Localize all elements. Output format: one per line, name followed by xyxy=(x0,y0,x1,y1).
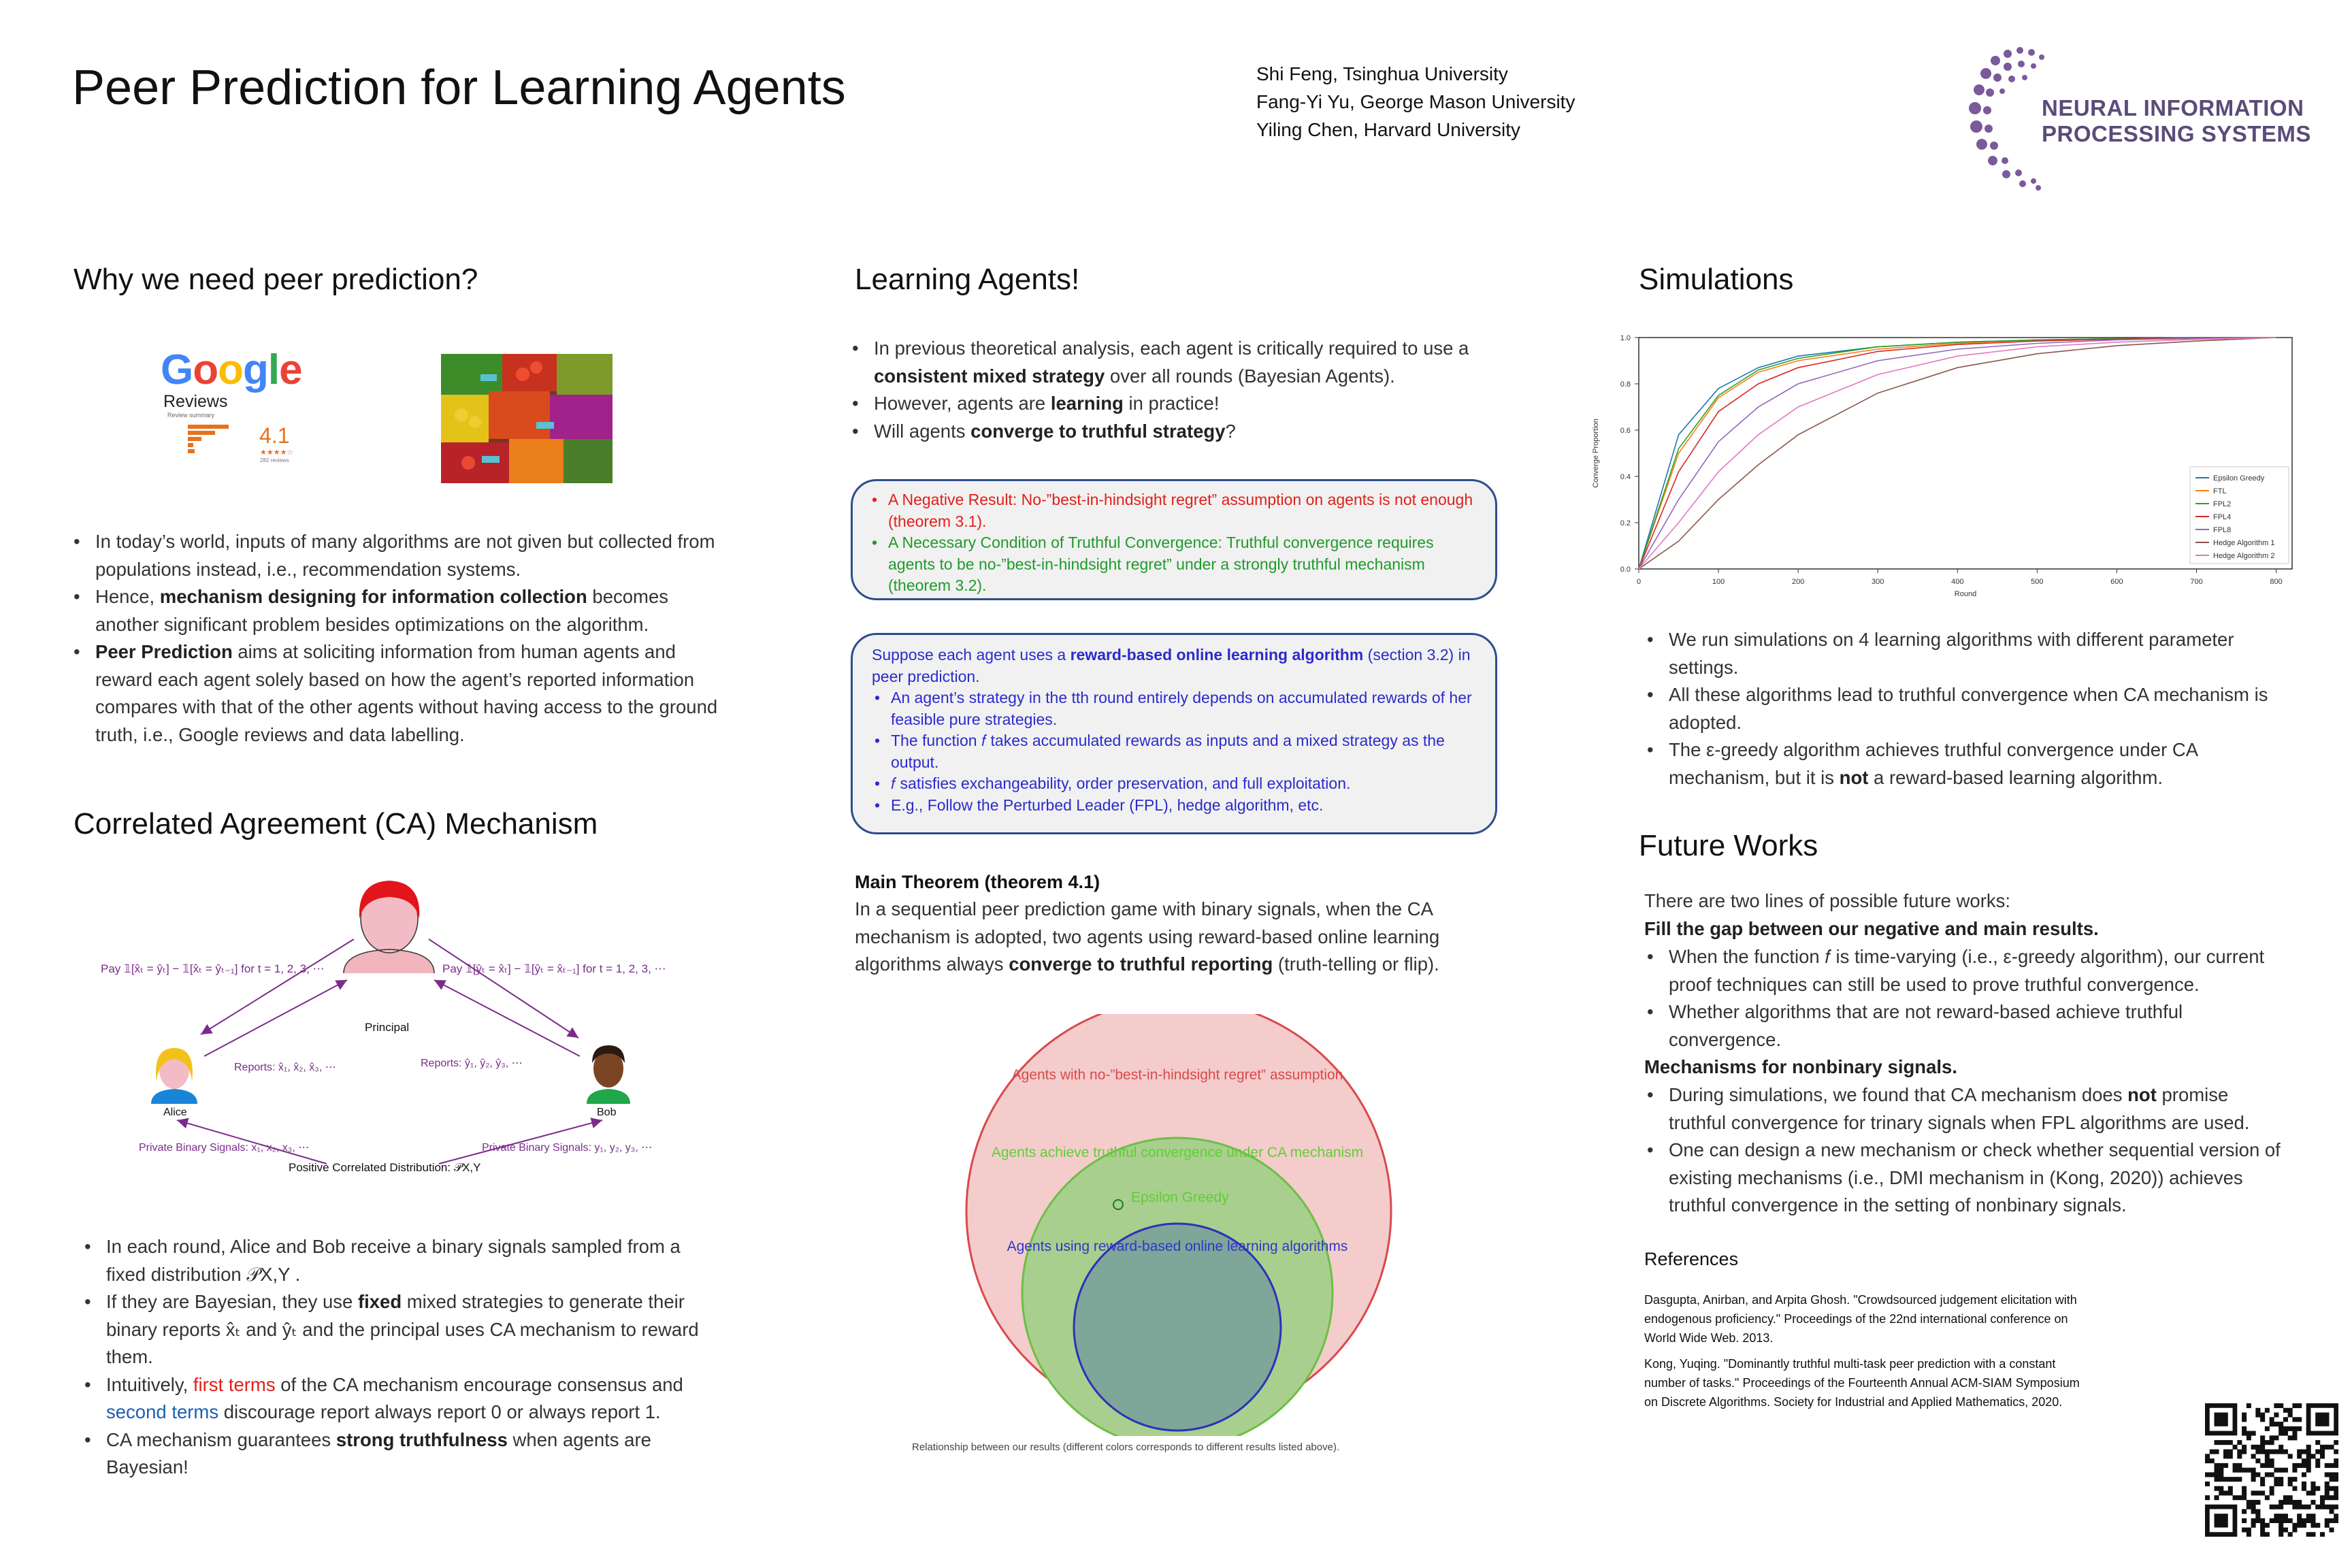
theorem-bold: converge to truthful reporting xyxy=(1009,953,1273,975)
future-works-subheading-1: Fill the gap between our negative and main results. xyxy=(1644,918,2099,939)
reference-2: Kong, Yuqing. "Dominantly truthful multi-task peer prediction with a constant number of tasks." Proceedings of the Fourteenth Annual ACM-SIAM Symposium on Discrete Algorithms. Society for Industrial and Applied Mathematics, 2020. xyxy=(1644,1357,2080,1409)
bullet-item xyxy=(71,528,724,583)
bullet-item xyxy=(82,1371,721,1426)
box-bullet: • E.g., Follow the Perturbed Leader (FPL), hedge algorithm, etc. xyxy=(872,795,1476,817)
bullet-text: In previous theoretical analysis, each agent is critically required to use a xyxy=(874,338,1469,359)
theorem-text: (truth-telling or flip). xyxy=(1273,953,1439,975)
bob-reports: Reports: ŷ₁, ŷ₂, ŷ₃, ⋯ xyxy=(421,1058,523,1069)
box-intro-text: Suppose each agent uses a xyxy=(872,646,1071,664)
bullet-text: Hence, xyxy=(95,586,160,607)
heading-ca-mechanism: Correlated Agreement (CA) Mechanism xyxy=(74,807,598,840)
x-tick-label: 500 xyxy=(2031,578,2044,586)
bullet-bold-text: not xyxy=(2127,1084,2157,1105)
pay-alice-formula: Pay 𝟙[x̂ₜ = ŷₜ] − 𝟙[x̂ₜ = ŷₜ₋₁] for t = 1, 2, 3, ⋯ xyxy=(101,962,325,975)
y-tick-label: 0.4 xyxy=(1620,473,1631,481)
x-axis-label: Round xyxy=(1954,590,1977,598)
bullet-item: • One can design a new mechanism or check whether sequential version of existing mechanisms (i.e., DMI mechanism in (Kong, 2020)) achieves truthful convergence in the setting of nonbinary signals. xyxy=(1644,1137,2284,1220)
bullet-text: CA mechanism guarantees xyxy=(106,1428,336,1450)
bullet-bold-text: not xyxy=(1839,766,1869,788)
bullet-bold-text: Peer Prediction xyxy=(95,641,233,662)
logo-line-2: PROCESSING SYSTEMS xyxy=(2042,121,2311,146)
epsilon-greedy-point xyxy=(1113,1200,1123,1209)
pay-bob-formula: Pay 𝟙[ŷₜ = x̂ₜ] − 𝟙[ŷₜ = x̂ₜ₋₁] for t = 1, 2, 3, ⋯ xyxy=(442,962,666,975)
bob-private-signals: Private Binary Signals: y₁, y₂, y₃, ⋯ xyxy=(482,1142,653,1154)
bullet-text: mixed strategies to generate their binary reports x̂ₜ and ŷₜ and the principal uses CA mechanism to reward them. xyxy=(106,1291,699,1367)
future-works-bullets-1 xyxy=(1644,943,2284,1054)
author-3: Yiling Chen, Harvard University xyxy=(1256,119,1520,140)
correlated-distribution-label: Positive Correlated Distribution: 𝒫X,Y xyxy=(289,1161,481,1174)
box-bullet: • An agent’s strategy in the tth round entirely depends on accumulated rewards of her feasible pure strategies. xyxy=(872,687,1476,730)
x-tick-label: 600 xyxy=(2110,578,2123,586)
venn-red-label: Agents with no-”best-in-hindsight regret” assumption xyxy=(1011,1067,1343,1083)
box-intro-bold: reward-based online learning algorithm xyxy=(1070,646,1364,664)
review-summary-label: Review summary xyxy=(167,412,215,419)
bullet-bold-text: consistent mixed strategy xyxy=(874,365,1105,387)
google-reviews-label: Reviews xyxy=(163,392,228,411)
alice-private-signals: Private Binary Signals: x₁, x₂, x₃, ⋯ xyxy=(139,1142,310,1154)
bullet-text: However, agents are xyxy=(874,393,1051,414)
y-tick-label: 0.0 xyxy=(1620,566,1631,574)
alice-avatar xyxy=(151,1048,197,1104)
bullet-item xyxy=(1644,736,2284,791)
poster-title: Peer Prediction for Learning Agents xyxy=(72,61,846,115)
x-tick-label: 400 xyxy=(1951,578,1964,586)
simulation-chart xyxy=(1586,324,2307,603)
bullet-text: aims at soliciting information from human agents and reward each agent solely based on how the agent’s reported information compares with that of the other agents without having access to the ground truth, i.e., Google reviews and data labelling. xyxy=(95,641,718,745)
y-tick-label: 1.0 xyxy=(1620,334,1631,342)
venn-point-label: Epsilon Greedy xyxy=(1131,1190,1229,1205)
negative-result-text: • A Negative Result: No-”best-in-hindsight regret” assumption on agents is not enough (theorem 3.1). xyxy=(869,489,1476,532)
bullet-bold-text: converge to truthful strategy xyxy=(970,420,1226,442)
series-line xyxy=(1639,338,2276,569)
heading-learning-agents: Learning Agents! xyxy=(855,263,1080,296)
second-terms-text: second terms xyxy=(106,1401,219,1422)
bullet-text: in practice! xyxy=(1123,393,1220,414)
bullet-item xyxy=(82,1426,721,1482)
theorem-text: In a sequential peer prediction game with binary signals, when the CA mechanism is adopted, two agents using reward-based online learning algorithms always xyxy=(855,898,1440,975)
heading-simulations: Simulations xyxy=(1639,263,1794,296)
first-terms-text: first terms xyxy=(193,1373,276,1395)
why-peer-prediction-bullets xyxy=(71,528,724,749)
bullet-item: • In each round, Alice and Bob receive a binary signals sampled from a fixed distribution 𝒫X,Y . xyxy=(82,1233,721,1288)
legend-label: FPL8 xyxy=(2213,526,2232,534)
heading-future-works: Future Works xyxy=(1639,829,1818,862)
alice-label: Alice xyxy=(163,1107,187,1118)
simulation-chart-svg xyxy=(1586,324,2307,603)
bullet-text: over all rounds (Bayesian Agents). xyxy=(1105,365,1395,387)
vegetable-photo-art xyxy=(441,354,612,483)
author-list xyxy=(1256,60,1575,144)
series-line xyxy=(1639,338,2276,569)
bullet-text: Intuitively, xyxy=(106,1373,193,1395)
bullet-text: promise truthful convergence for trinary signals when FPL algorithms are used. xyxy=(1669,1084,2250,1133)
author-1: Shi Feng, Tsinghua University xyxy=(1256,63,1508,84)
x-tick-label: 700 xyxy=(2190,578,2203,586)
author-2: Fang-Yi Yu, George Mason University xyxy=(1256,91,1575,112)
vegetable-market-photo xyxy=(441,354,612,483)
x-tick-label: 0 xyxy=(1636,578,1642,586)
future-works-subheading-2: Mechanisms for nonbinary signals. xyxy=(1644,1056,1957,1077)
bullet-text: If they are Bayesian, they use xyxy=(106,1291,358,1312)
reward-based-learning-box xyxy=(851,633,1497,834)
neurips-logo-text xyxy=(2042,95,2311,147)
qr-code-graphic xyxy=(2205,1403,2338,1537)
future-works-bullets-2 xyxy=(1644,1081,2284,1220)
box-intro-text: (section 3.2) in peer prediction. xyxy=(872,646,1471,685)
bullet-bold-text: fixed xyxy=(357,1291,402,1312)
venn-diagram xyxy=(953,1014,1402,1436)
bullet-text: a reward-based learning algorithm. xyxy=(1868,766,2163,788)
series-line xyxy=(1639,338,2276,569)
venn-blue-label: Agents using reward-based online learning algorithms xyxy=(1007,1239,1348,1254)
x-tick-label: 800 xyxy=(2270,578,2283,586)
bullet-item xyxy=(849,390,1503,418)
learning-agents-bullets xyxy=(849,335,1503,445)
bob-avatar xyxy=(587,1045,630,1104)
legend-label: Hedge Algorithm 1 xyxy=(2213,539,2275,547)
bullet-item: • All these algorithms lead to truthful convergence when CA mechanism is adopted. xyxy=(1644,681,2284,736)
bullet-item xyxy=(849,418,1503,446)
bullet-bold-text: strong truthfulness xyxy=(336,1428,508,1450)
y-tick-label: 0.6 xyxy=(1620,427,1631,435)
ca-mechanism-bullets xyxy=(82,1233,721,1482)
x-tick-label: 100 xyxy=(1712,578,1725,586)
series-line xyxy=(1639,338,2276,569)
bullet-bold-text: learning xyxy=(1050,393,1124,414)
bullet-text: In today’s world, inputs of many algorithms are not given but collected from populations instead, i.e., recommendation systems. xyxy=(95,531,715,580)
neurips-logo xyxy=(1967,44,2321,193)
alice-reports: Reports: x̂₁, x̂₂, x̂₃, ⋯ xyxy=(234,1062,336,1073)
legend-label: Epsilon Greedy xyxy=(2213,474,2265,483)
negative-result-box xyxy=(851,479,1497,600)
x-tick-label: 200 xyxy=(1791,578,1805,586)
x-tick-label: 300 xyxy=(1872,578,1884,586)
box-bullet: • The function 𝑓 takes accumulated rewards as inputs and a mixed strategy as the output. xyxy=(872,730,1476,773)
legend-label: Hedge Algorithm 2 xyxy=(2213,552,2275,560)
qr-code[interactable] xyxy=(2205,1403,2338,1537)
bullet-text: becomes another significant problem besides optimizations on the algorithm. xyxy=(95,586,669,635)
main-theorem-text xyxy=(855,896,1501,979)
bullet-item xyxy=(849,335,1503,390)
y-tick-label: 0.8 xyxy=(1620,380,1631,389)
bullet-text: when agents are Bayesian! xyxy=(106,1428,651,1477)
future-works-intro: There are two lines of possible future works: xyxy=(1644,890,2011,911)
principal-label: Principal xyxy=(365,1021,410,1034)
legend-label: FTL xyxy=(2213,487,2227,495)
review-bars xyxy=(181,422,331,463)
necessary-condition-text: • A Necessary Condition of Truthful Convergence: Truthful convergence requires agents to be no-”best-in-hindsight regret” under a strongly truthful mechanism (theorem 3.2). xyxy=(869,532,1476,597)
series-line xyxy=(1639,338,2276,569)
venn-caption: Relationship between our results (different colors corresponds to different results listed above). xyxy=(912,1441,1340,1453)
google-wordmark: Google xyxy=(161,346,302,393)
bullet-item xyxy=(82,1288,721,1371)
reference-1: Dasgupta, Anirban, and Arpita Ghosh. "Crowdsourced judgement elicitation with endogenous proficiency." Proceedings of the 22nd international conference on World Wide Web. 2013. xyxy=(1644,1293,2077,1345)
bullet-item xyxy=(1644,1081,2284,1137)
google-reviews-image xyxy=(161,348,310,471)
y-axis-label: Converge Proportion xyxy=(1592,419,1600,488)
series-line xyxy=(1639,338,2276,569)
bullet-text: of the CA mechanism encourage consensus and xyxy=(275,1373,683,1395)
legend-label: FPL4 xyxy=(2213,513,2232,521)
legend-label: FPL2 xyxy=(2213,500,2232,508)
references-heading: References xyxy=(1644,1249,1739,1269)
bullet-item: • When the function 𝑓 is time-varying (i.e., ε-greedy algorithm), our current proof techniques can still be used to prove truthful convergence. xyxy=(1644,943,2284,998)
bob-label: Bob xyxy=(597,1107,617,1118)
google-rating: 4.1 xyxy=(259,423,290,448)
y-tick-label: 0.2 xyxy=(1620,519,1631,527)
bullet-bold-text: mechanism designing for information collection xyxy=(159,586,587,607)
bullet-item: • Whether algorithms that are not reward-based achieve truthful convergence. xyxy=(1644,998,2284,1054)
ca-mechanism-diagram xyxy=(95,878,708,1184)
logo-line-1: NEURAL INFORMATION xyxy=(2042,95,2304,120)
series-line xyxy=(1639,338,2276,569)
simulation-bullets xyxy=(1644,626,2284,791)
bullet-item xyxy=(71,583,724,638)
main-theorem-title: Main Theorem (theorem 4.1) xyxy=(855,872,1100,892)
bullet-text: During simulations, we found that CA mechanism does xyxy=(1669,1084,2128,1105)
rating-stars: ★★★★☆ xyxy=(260,448,294,457)
principal-avatar xyxy=(344,881,434,973)
box-intro xyxy=(872,644,1476,687)
heading-why-peer-prediction: Why we need peer prediction? xyxy=(74,263,478,296)
venn-green-label: Agents achieve truthful convergence under CA mechanism xyxy=(991,1145,1364,1160)
box-bullet: • 𝑓 satisfies exchangeability, order preservation, and full exploitation. xyxy=(872,773,1476,795)
bullet-item xyxy=(71,638,724,749)
bullet-text: ? xyxy=(1225,420,1236,442)
review-count: 282 reviews xyxy=(260,457,289,463)
bullet-text: Will agents xyxy=(874,420,971,442)
bullet-item: • We run simulations on 4 learning algorithms with different parameter settings. xyxy=(1644,626,2284,681)
bullet-text: discourage report always report 0 or always report 1. xyxy=(218,1401,661,1422)
bullet-text: The ε-greedy algorithm achieves truthful convergence under CA mechanism, but it is xyxy=(1669,739,2198,788)
